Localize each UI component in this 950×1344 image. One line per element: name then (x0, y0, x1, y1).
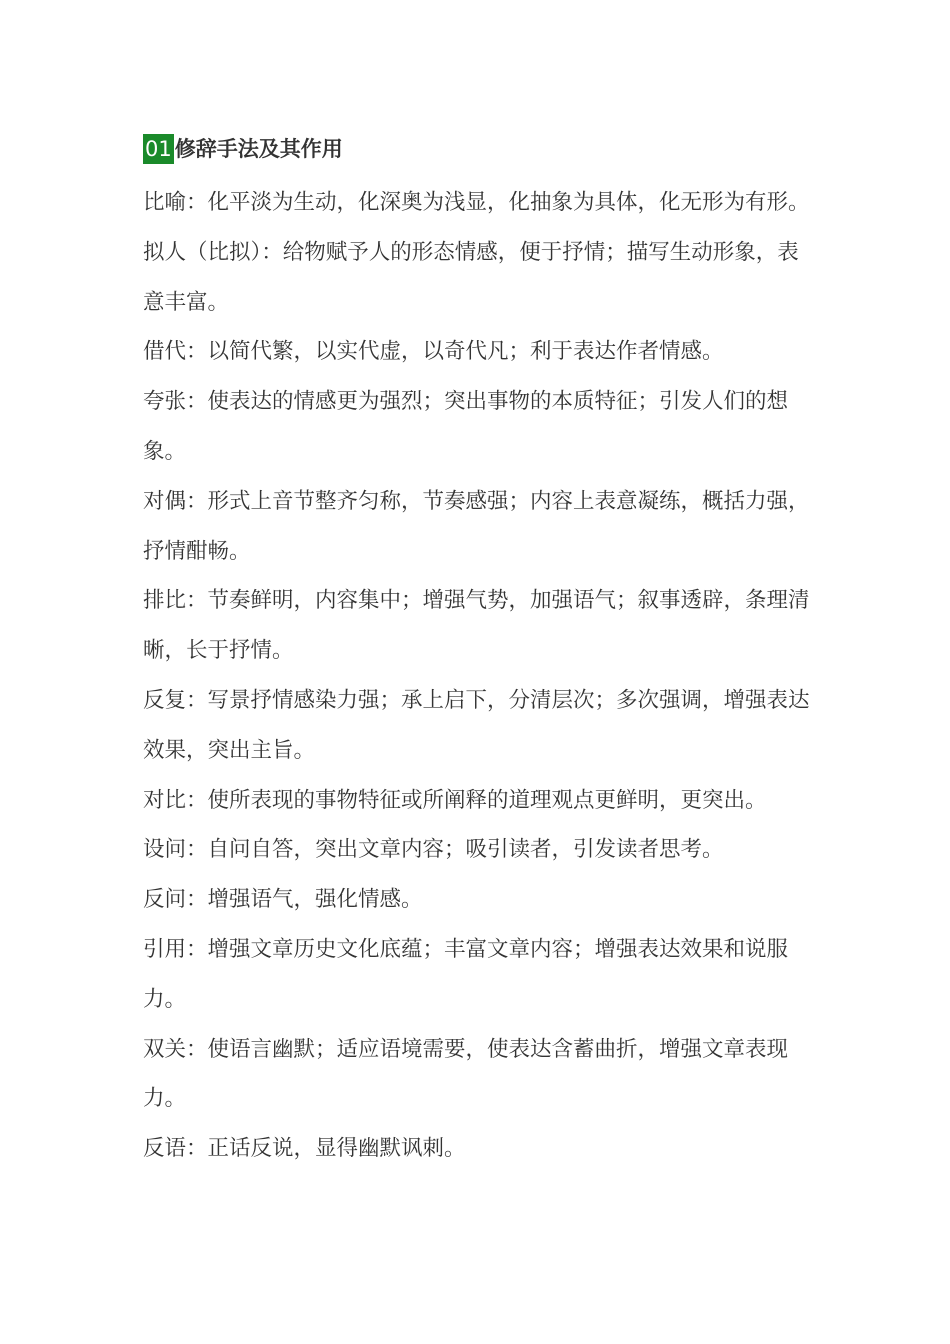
section-title: 修辞手法及其作用 (174, 137, 343, 161)
item-personification: 拟人（比拟）：给物赋予人的形态情感，便于抒情；描写生动形象，表意丰富。 (143, 239, 799, 315)
item-irony: 反语：正话反说，显得幽默讽刺。 (143, 1136, 466, 1162)
item-pun: 双关：使语言幽默；适应语境需要，使表达含蓄曲折，增强文章表现力。 (143, 1036, 789, 1112)
document-page (143, 128, 823, 1174)
item-parallelism: 排比：节奏鲜明，内容集中；增强气势，加强语气；叙事透辟，条理清晰，长于抒情。 (143, 588, 810, 664)
item-rhetorical-question: 反问：增强语气，强化情感。 (143, 887, 423, 913)
item-contrast: 对比：使所表现的事物特征或所阐释的道理观点更鲜明，更突出。 (143, 787, 767, 813)
item-quotation: 引用：增强文章历史文化底蕴；丰富文章内容；增强表达效果和说服力。 (143, 936, 789, 1012)
item-antithesis-couplet: 对偶：形式上音节整齐匀称，节奏感强；内容上表意凝练，概括力强，抒情酣畅。 (143, 488, 810, 564)
section-number-badge: 01 (143, 134, 174, 164)
item-hypophora: 设问：自问自答，突出文章内容；吸引读者，引发读者思考。 (143, 837, 724, 863)
item-hyperbole: 夸张：使表达的情感更为强烈；突出事物的本质特征；引发人们的想象。 (143, 389, 789, 464)
item-repetition: 反复：写景抒情感染力强；承上启下，分清层次；多次强调，增强表达效果，突出主旨。 (143, 687, 810, 763)
item-metaphor: 比喻：化平淡为生动，化深奥为浅显，化抽象为具体，化无形为有形。 (143, 190, 810, 215)
item-metonymy: 借代：以简代繁，以实代虚，以奇代凡；利于表达作者情感。 (143, 339, 724, 365)
section-heading (143, 128, 823, 170)
